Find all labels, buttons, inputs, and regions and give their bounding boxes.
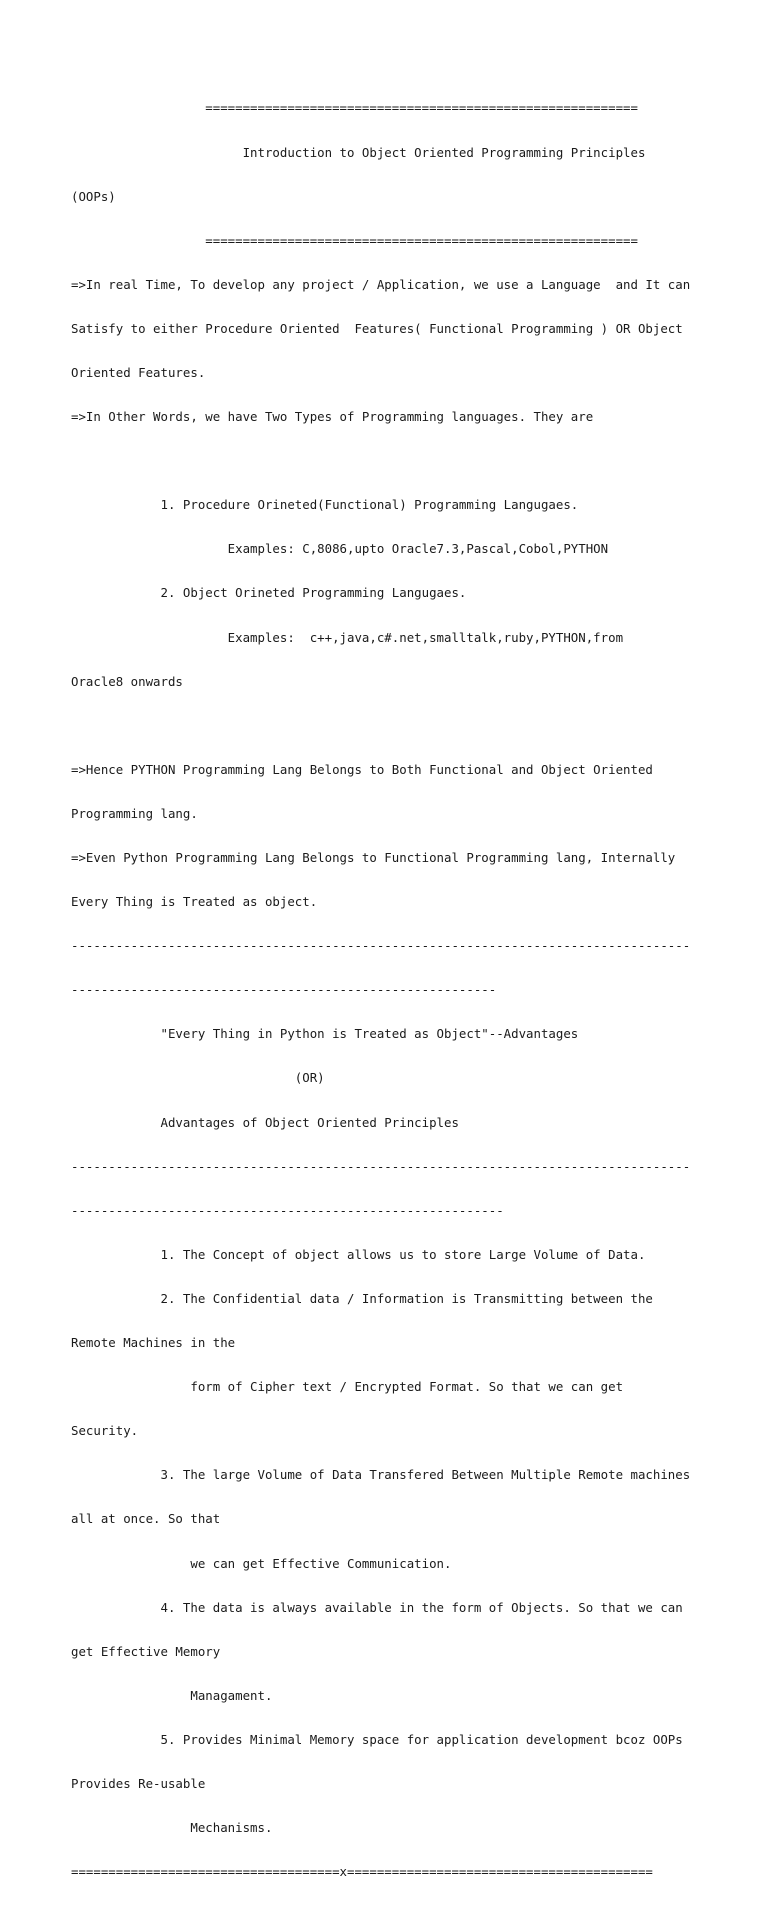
dashed-separator: ---------------------------------------------------------- [71,1202,504,1218]
document-text [71,72,731,1909]
advantage-item: 4. The data is always available in the form of Objects. So that we can [71,1599,683,1615]
advantage-item: 1. The Concept of object allows us to store Large Volume of Data. [71,1246,646,1262]
blank-line [71,719,731,734]
paragraph-line: =>In Other Words, we have Two Types of Programming languages. They are [71,409,594,425]
advantage-item: Provides Re-usable [71,1775,206,1791]
document-title: Introduction to Object Oriented Programming Principles [71,144,646,160]
paragraph-line: =>Even Python Programming Lang Belongs to Functional Programming lang, Internally [71,850,676,865]
separator-line: ========================================================== [71,100,638,116]
paragraph-line: =>In real Time, To develop any project / Application, we use a Language and It can [71,276,691,292]
advantage-item: Mechanisms. [71,1820,273,1836]
paragraph-line: Programming lang. [71,805,198,821]
dashed-separator: --------------------------------------------------------- [71,982,497,998]
advantage-item: all at once. So that [71,1511,221,1527]
advantage-item: 3. The large Volume of Data Transfered Between Multiple Remote machines [71,1467,691,1483]
advantage-item: 2. The Confidential data / Information is Transmitting between the [71,1290,653,1306]
list-item-detail: Examples: c++,java,c#.net,smalltalk,ruby,PYTHON,from [71,629,624,645]
paragraph-line: Every Thing is Treated as object. [71,894,318,910]
advantage-item: get Effective Memory [71,1643,221,1659]
advantage-item: Managament. [71,1687,273,1703]
advantage-item: 5. Provides Minimal Memory space for application development bcoz OOPs [71,1731,683,1747]
advantage-item: form of Cipher text / Encrypted Format. So that we can get [71,1379,624,1395]
list-item-detail: Examples: C,8086,upto Oracle7.3,Pascal,Cobol,PYTHON [71,541,609,557]
paragraph-line: Oriented Features. [71,364,206,380]
separator-line: ========================================================== [71,232,638,248]
end-separator: ====================================x========================================= [71,1864,653,1880]
advantage-item: Security. [71,1423,139,1439]
paragraph-line: =>Hence PYTHON Programming Lang Belongs to Both Functional and Object Oriented [71,761,653,777]
section-heading: (OR) [71,1070,325,1086]
dashed-separator: ----------------------------------------------------------------------------------- [71,938,691,954]
list-item: 1. Procedure Orineted(Functional) Programming Langugaes. [71,497,579,513]
paragraph-line: Satisfy to either Procedure Oriented Features( Functional Programming ) OR Object [71,320,683,336]
advantage-item: we can get Effective Communication. [71,1555,452,1571]
section-heading: Advantages of Object Oriented Principles [71,1114,459,1130]
advantage-item: Remote Machines in the [71,1335,236,1351]
list-item-detail: Oracle8 onwards [71,673,183,689]
list-item: 2. Object Orineted Programming Langugaes. [71,585,467,601]
document-title-continued: (OOPs) [71,188,116,204]
section-heading: "Every Thing in Python is Treated as Object"--Advantages [71,1026,579,1042]
dashed-separator: ----------------------------------------------------------------------------------- [71,1158,691,1174]
blank-line [71,454,731,469]
